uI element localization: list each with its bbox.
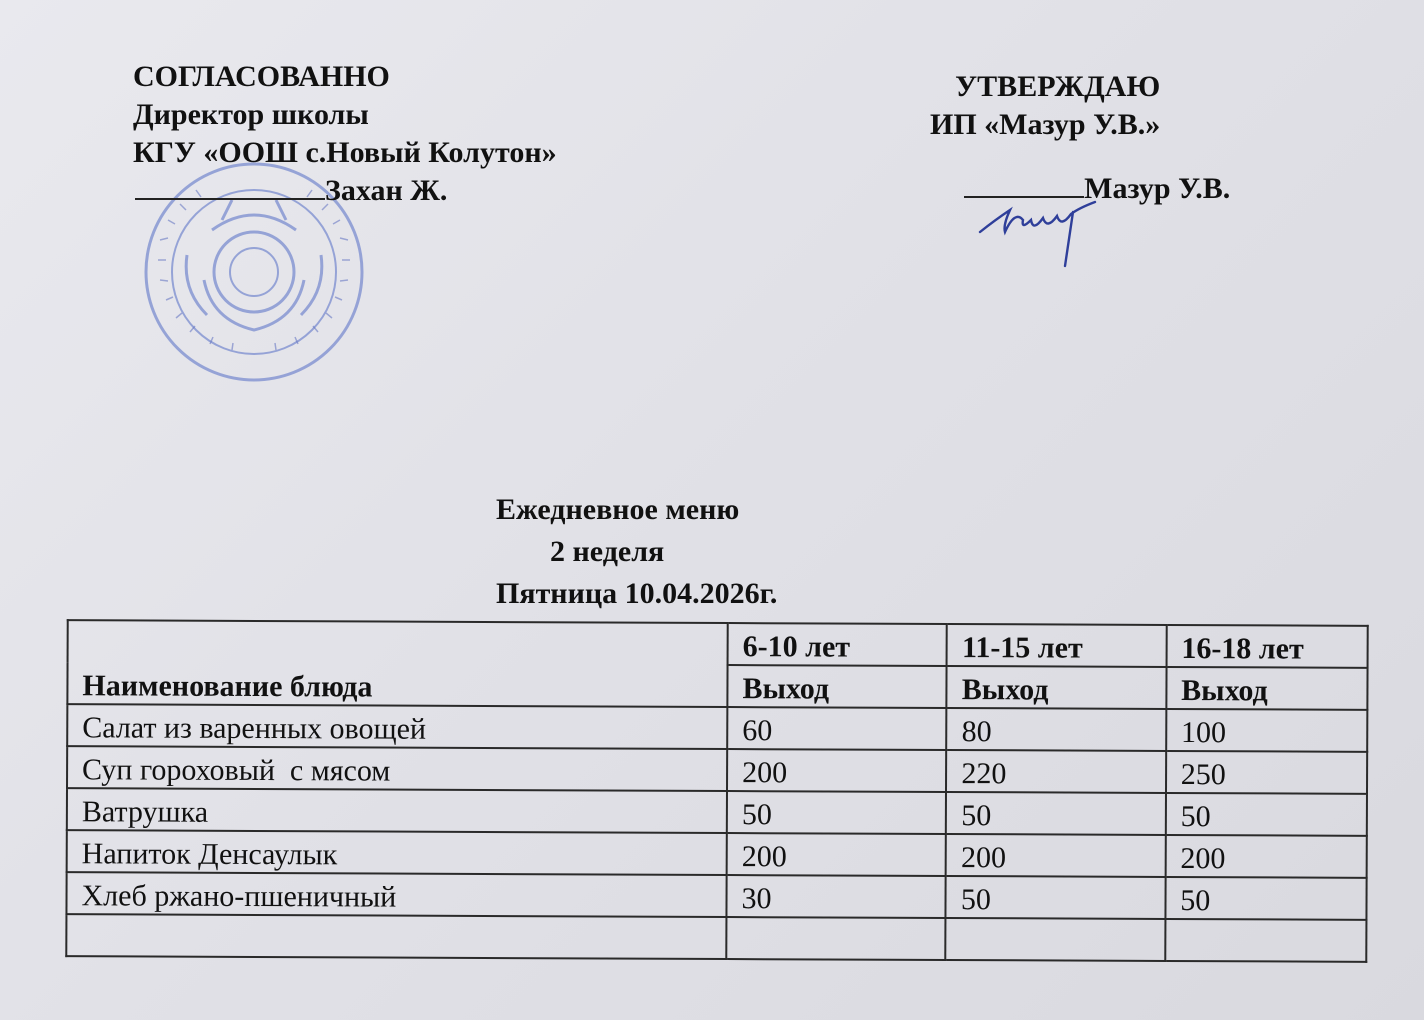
- yield-value: 30: [726, 875, 946, 918]
- yield-value: 50: [1166, 793, 1367, 836]
- signatory-name: Мазур У.В.: [930, 170, 1230, 208]
- table-row: [67, 704, 1367, 752]
- week-label: 2 неделя: [550, 535, 665, 568]
- header-yield: Выход: [1166, 667, 1367, 710]
- yield-value: 60: [727, 707, 947, 750]
- dish-name: Напиток Денсаулык: [67, 830, 727, 875]
- table-header-row-ages: [68, 620, 1368, 668]
- director-name: Захан Ж.: [133, 172, 557, 210]
- date-label: Пятница 10.04.2026г.: [496, 577, 778, 610]
- yield-value: [1165, 919, 1366, 962]
- header-age-16-18: 16-18 лет: [1166, 625, 1367, 668]
- yield-value: 200: [727, 749, 947, 792]
- approval-left-block: [133, 58, 557, 210]
- yield-value: 250: [1166, 751, 1367, 794]
- table-row: [67, 830, 1367, 878]
- menu-title: Ежедневное меню: [496, 493, 740, 526]
- header-age-6-10: 6-10 лет: [728, 623, 948, 666]
- table-row: [66, 872, 1366, 920]
- dish-name: Ватрушка: [67, 788, 727, 833]
- yield-value: 220: [946, 750, 1166, 793]
- yield-value: 50: [946, 876, 1166, 919]
- yield-value: 200: [1165, 835, 1366, 878]
- entrepreneur-name: ИП «Мазур У.В.»: [930, 108, 1161, 141]
- yield-value: 50: [727, 791, 947, 834]
- yield-value: 80: [947, 708, 1167, 751]
- dish-name: [66, 914, 726, 959]
- menu-table: [65, 619, 1368, 963]
- table-row: [67, 746, 1367, 794]
- director-title: Директор школы: [133, 98, 369, 131]
- table-row-empty: [66, 914, 1366, 962]
- signature: [975, 180, 1115, 270]
- yield-value: [726, 917, 946, 960]
- header-age-11-15: 11-15 лет: [947, 624, 1167, 667]
- header-yield: Выход: [947, 666, 1167, 709]
- yield-value: 200: [727, 833, 947, 876]
- yield-value: 100: [1166, 709, 1367, 752]
- approve-label: УТВЕРЖДАЮ: [955, 70, 1161, 103]
- header-yield: Выход: [727, 665, 947, 708]
- dish-name: Суп гороховый с мясом: [67, 746, 727, 791]
- yield-value: 200: [946, 834, 1166, 877]
- dish-name: Салат из варенных овощей: [67, 704, 727, 749]
- agreed-label: СОГЛАСОВАННО: [133, 60, 390, 93]
- yield-value: 50: [1165, 877, 1366, 920]
- school-name: КГУ «ООШ с.Новый Колутон»: [133, 136, 557, 169]
- table-row: [67, 788, 1367, 836]
- header-dish: Наименование блюда: [67, 620, 727, 707]
- dish-name: Хлеб ржано-пшеничный: [66, 872, 726, 917]
- yield-value: [946, 918, 1166, 961]
- yield-value: 50: [946, 792, 1166, 835]
